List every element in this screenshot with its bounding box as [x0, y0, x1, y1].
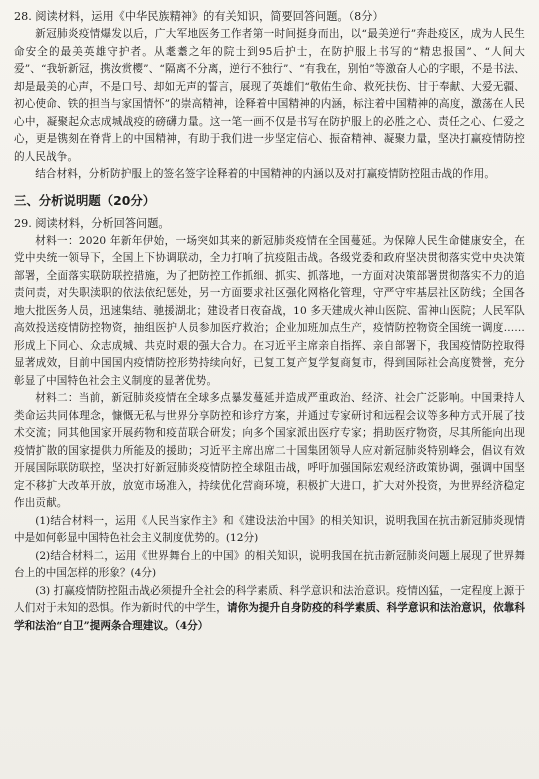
question-28-material: 新冠肺炎疫情爆发以后，广大军地医务工作者第一时间挺身而出，以“最美逆行”奔赴疫区，成为人民生命安全的最美英雄守护者。从耄耋之年的院士到95后护士，在防护服上书写的“精忠报国”、“人间大爱”、“我斩新冠，携汝赏樱”、“隔离不分离，逆行不独行”、“有我在，别怕”等激奋人心的字眼，不是书法、却是最美的心声，不是口号、却如无声的誓言，展现了英雄们“敬佑生命、救死扶伤、甘于奉献、大爱无疆、初心使命、铁的担当与家国情怀”的崇高精神，诠释着中国精神的内涵，标注着中国精神的高度，激荡在人民心中，凝聚起众志成城战疫的磅礴力量。这一笔一画不仅是书写在防护服上的必胜之心、责任之心、仁爱之心，更是镌刻在脊背上的中国精神，有助于我们进一步坚定信心、振奋精神、凝聚力量，坚决打赢疫情防控的人民战争。 [14, 28, 525, 163]
question-29-sub-3-task: 请你为提升自身防疫的科学素质、科学意识和法治意识，依靠科学和法治“自卫”提两条合理建议。（4分） [14, 602, 525, 632]
question-29-sub-3-lead: (3) 打赢疫情防控阻击战必须提升全社会的科学素质、科学意识和法治意识。疫情凶猛，一定程度上源于人们对于未知的恐惧。作为新时代的中学生， [14, 584, 525, 614]
question-29-material-two: 材料二：当前，新冠肺炎疫情在全球多点暴发蔓延并造成严重政治、经济、社会广泛影响。中国秉持人类命运共同体理念，慷慨无私与世界分享防控和诊疗方案，并通过专家研讨和远程会议等多种方式开展了技术交流；同其他国家开展药物和疫苗联合研发；向多个国家派出医疗专家；捐助医疗物资，尽其所能向出现疫情扩散的国家提供力所能及的援助；习近平主席出席二十国集团领导人应对新冠肺炎特别峰会，倡议有效开展国际联防联控，坚决打好新冠肺炎疫情防控全球阻击战，呼吁加强国际宏观经济政策协调，强调中国坚定不移扩大改革开放，放宽市场准入，持续优化营商环境，积极扩大进口，扩大对外投资，为世界经济稳定作出贡献。 [14, 392, 525, 509]
section-three-title: 三、分析说明题（20分） [14, 192, 156, 208]
question-28-prompt: 结合材料，分析防护服上的签名签字诠释着的中国精神的内涵以及对打赢疫情防控阻击战的作用。 [35, 168, 496, 180]
question-28-title: 28. 阅读材料，运用《中华民族精神》的有关知识，简要回答问题。（8分） [14, 10, 384, 23]
question-29-material-one: 材料一：2020 年新年伊始，一场突如其来的新冠肺炎疫情在全国蔓延。为保障人民生命健康安全，在党中央统一领导下，全国上下协调联动，全力打响了抗疫阻击战。各级党委和政府坚决贯彻落实党中央决策部署，全面落实联防联控措施，为了把防控工作抓细、抓实、抓落地，一方面对决策部署贯彻落实不力的追责问责，对失职渎职的依法依纪惩处，另一方面要求社区强化网格化管理，守严守牢基层社区防线；全国各地大批医务人员，迅速集结、驰援湖北；建设者日夜奋战，10 多天建成火神山医院、雷神山医院；人民军队高效投送疫情防控物资，抽组医护人员参加医疗救治；企业加班加点生产，疫情防控物资全国统一调度……形成上下同心、众志成城、共克时艰的强大合力。在习近平主席亲自指挥、亲自部署下，我国疫情防控取得显著成效，目前中国国内疫情防控形势持续向好，已复工复产复学复商复市，得到国际社会高度赞誉，充分彰显了中国特色社会主义制度的显著优势。 [14, 234, 525, 387]
question-29-sub-2: (2)结合材料二，运用《世界舞台上的中国》的相关知识，说明我国在抗击新冠肺炎问题上展现了世界舞台上的中国怎样的形象？(4分) [14, 549, 525, 579]
question-29-title: 29. 阅读材料，分析回答问题。 [14, 216, 170, 230]
question-29-sub-3 [14, 583, 525, 636]
question-29-sub-1: (1)结合材料一，运用《人民当家作主》和《建设法治中国》的相关知识，说明我国在抗击新冠肺炎现情中是如何彰显中国特色社会主义制度优势的。(12分) [14, 514, 525, 544]
